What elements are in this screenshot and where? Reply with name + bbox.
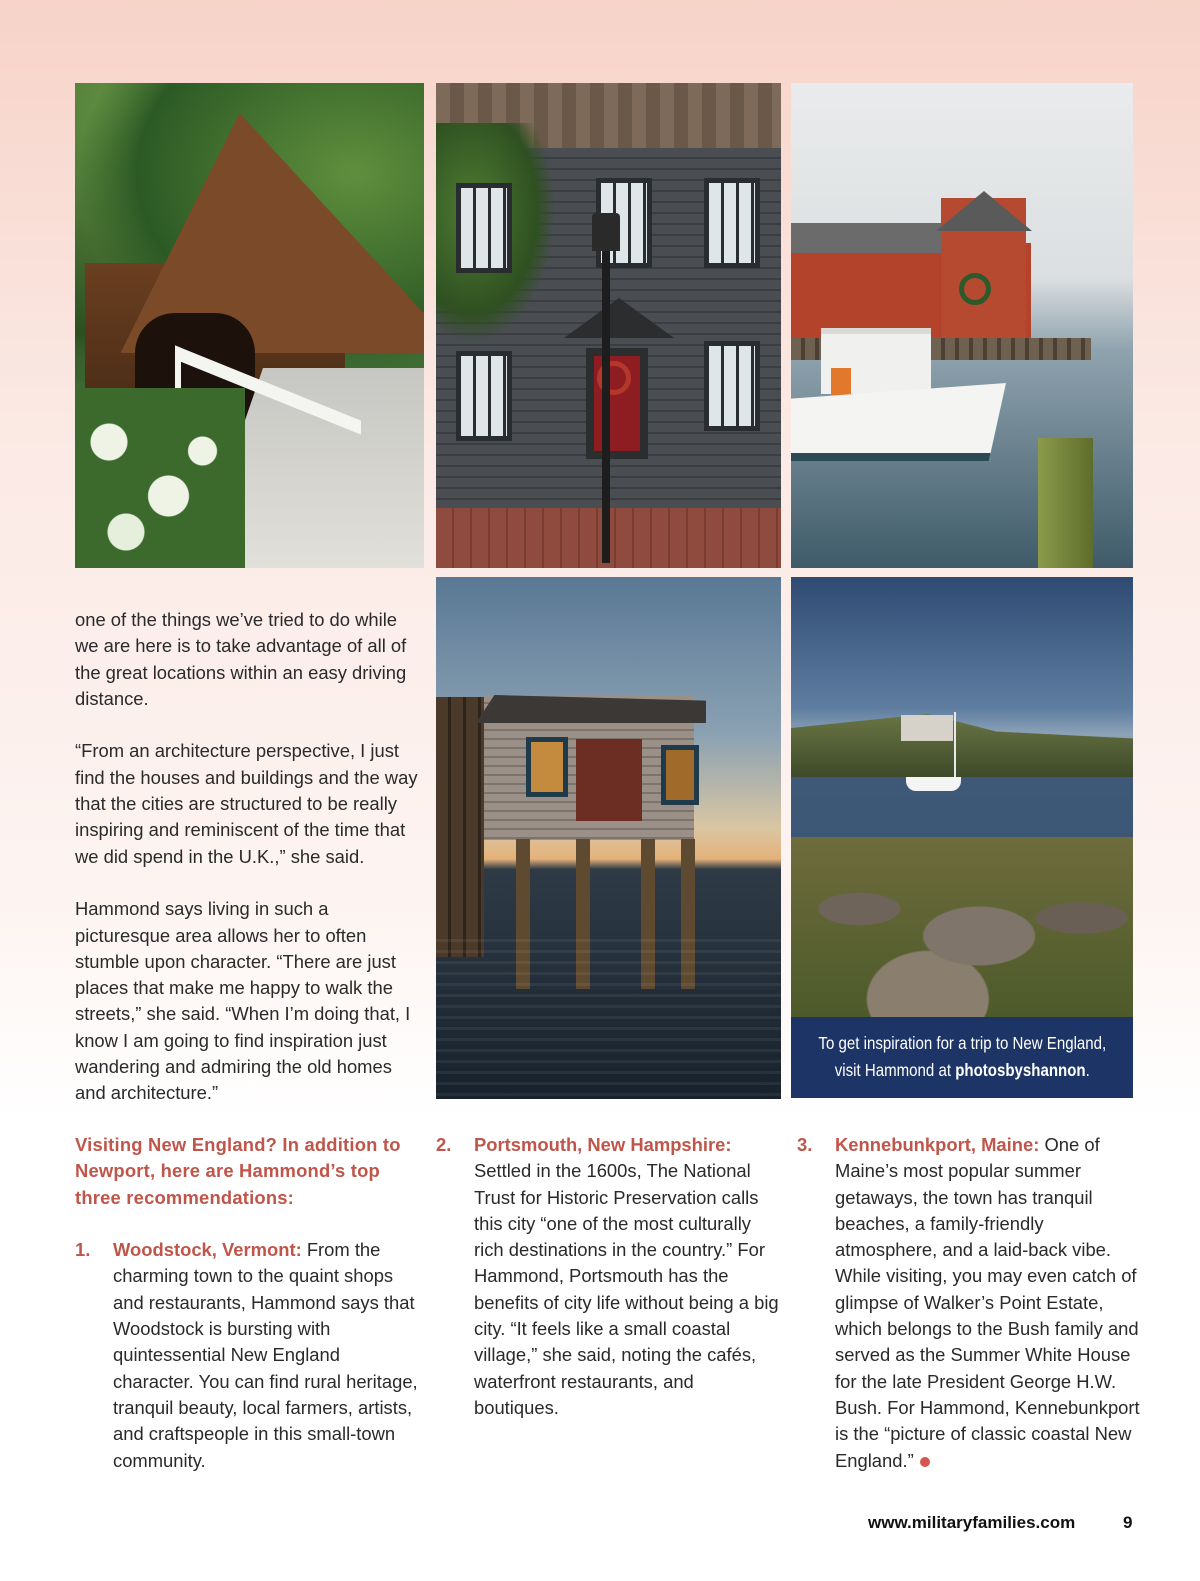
photo-rocky-coast: [791, 577, 1133, 1017]
body-paragraph: “From an architecture perspective, I just find the houses and buildings and the way that the cities are structured to be really inspiring and reminiscent of the time that we did spend in the U.K.,” she said.: [75, 740, 418, 867]
recommendations-intro: Visiting New England? In addition to Newport, here are Hammond’s top three recommendations:: [75, 1134, 401, 1208]
recommendation-item: [797, 1132, 1142, 1474]
recommendation-number: 1.: [75, 1239, 91, 1261]
recommendation-text: Settled in the 1600s, The National Trust for Historic Preservation calls this city “one of the most culturally rich destinations in the country.” For Hammond, Portsmouth has the benefits of city life without being a big city. “It feels like a small coastal village,” she said, noting the cafés, waterfront restaurants, and boutiques.: [474, 1160, 779, 1418]
photo-covered-bridge: [75, 83, 424, 568]
recommendation-number: 2.: [436, 1134, 452, 1155]
recommendation-place: Woodstock, Vermont:: [113, 1239, 302, 1261]
end-mark-dot: [920, 1457, 930, 1467]
recommendation-text: One of Maine’s most popular summer getaways, the town has tranquil beaches, a family-friendly atmosphere, and a laid-back vibe. While visiting, you may even catch of glimpse of Walker’s Point Estate, which belongs to the Bush family and served as the Summer White House for the late President George H.W. Bush. For Hammond, Kennebunkport is the “picture of classic coastal New England.”: [835, 1134, 1140, 1471]
recommendations-column-3: [797, 1132, 1142, 1474]
recommendations-column-2: [436, 1132, 781, 1421]
recommendations-column-1: [75, 1132, 420, 1474]
body-paragraph: one of the things we’ve tried to do while we are here is to take advantage of all of the great locations within an easy driving distance.: [75, 609, 407, 709]
recommendation-place: Portsmouth, New Hampshire:: [474, 1134, 732, 1155]
caption-line-1: To get inspiration for a trip to New England,: [818, 1033, 1106, 1053]
page-number: 9: [1123, 1513, 1133, 1532]
article-body: [75, 607, 420, 1133]
recommendation-item: [75, 1237, 420, 1474]
recommendation-item: [436, 1132, 781, 1421]
body-paragraph: Hammond says living in such a picturesque area allows her to often stumble upon character. “There are just places that make me happy to walk the streets,” she said. “When I’m doing that, I know I am going to find inspiration just wandering and admiring the old homes and architecture.”: [75, 898, 411, 1104]
recommendation-number: 3.: [797, 1134, 813, 1155]
recommendation-text: From the charming town to the quaint shops and restaurants, Hammond says that Woodstock is bursting with quintessential New England character. You can find rural heritage, tranquil beauty, local farmers, artists, and craftspeople in this small-town community.: [113, 1239, 418, 1471]
photo-shack-on-stilts: [436, 577, 781, 1099]
caption-handle: photosbyshannon: [954, 1060, 1086, 1080]
photo-colonial-house: [436, 83, 781, 568]
footer-website-link[interactable]: www.militaryfamilies.com: [868, 1513, 1076, 1532]
photo-red-fishing-shack: [791, 83, 1133, 568]
recommendation-place: Kennebunkport, Maine:: [835, 1134, 1040, 1155]
caption-line-2: visit Hammond at photosbyshannon.: [834, 1060, 1090, 1080]
photo-caption: [791, 1017, 1133, 1098]
